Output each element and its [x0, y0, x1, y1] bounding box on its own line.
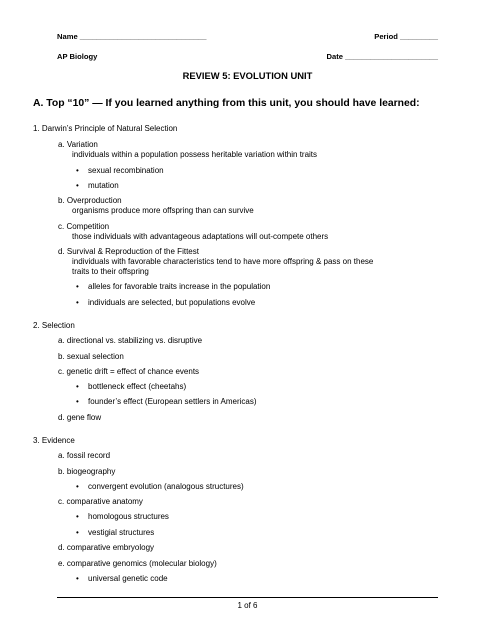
item-1a-desc: individuals within a population possess heritable variation within traits — [72, 150, 318, 159]
bullet-icon: • — [76, 574, 79, 583]
item-2c-bullet-1: bottleneck effect (cheetahs) — [88, 382, 187, 391]
item-1d: d. Survival & Reproduction of the Fittest — [58, 247, 199, 256]
name-field-label: Name ______________________________ — [57, 32, 207, 41]
item-1: 1. Darwin’s Principle of Natural Selection — [33, 124, 178, 133]
bullet-icon: • — [76, 482, 79, 491]
page-title: REVIEW 5: EVOLUTION UNIT — [182, 70, 313, 81]
bullet-icon: • — [76, 298, 79, 307]
item-1d-desc-1: individuals with favorable characteristics tend to have more offspring & pass on these — [72, 257, 374, 266]
item-3: 3. Evidence — [33, 436, 75, 445]
item-2c: c. genetic drift = effect of chance events — [58, 367, 200, 376]
item-3c-bullet-1: homologous structures — [88, 512, 169, 521]
item-1d-desc-2: traits to their offspring — [72, 267, 149, 276]
bullet-icon: • — [76, 181, 79, 190]
course-label: AP Biology — [57, 52, 98, 61]
date-field-label: Date ______________________ — [326, 52, 438, 61]
header-row-1 — [57, 32, 438, 41]
item-3b-bullet-1: convergent evolution (analogous structures) — [88, 482, 244, 491]
item-1a: a. Variation — [58, 140, 98, 149]
header-row-2 — [57, 52, 438, 61]
item-1c: c. Competition — [58, 222, 110, 231]
item-3c: c. comparative anatomy — [58, 497, 143, 506]
section-a-heading: A. Top “10” — If you learned anything from this unit, you should have learned: — [33, 98, 420, 109]
footer-divider — [57, 597, 438, 598]
item-1b-desc: organisms produce more offspring than can survive — [72, 206, 254, 215]
bullet-icon: • — [76, 397, 79, 406]
item-3e: e. comparative genomics (molecular biology) — [58, 559, 217, 568]
item-2b: b. sexual selection — [58, 352, 124, 361]
item-1d-bullet-1: alleles for favorable traits increase in the population — [88, 282, 271, 291]
item-1a-bullet-1: sexual recombination — [88, 166, 164, 175]
item-3d: d. comparative embryology — [58, 543, 155, 552]
bullet-icon: • — [76, 282, 79, 291]
bullet-icon: • — [76, 528, 79, 537]
period-field-label: Period _________ — [374, 32, 438, 41]
item-3b: b. biogeography — [58, 467, 116, 476]
item-1d-bullet-2: individuals are selected, but populations evolve — [88, 298, 256, 307]
item-2c-bullet-2: founder’s effect (European settlers in Americas) — [88, 397, 257, 406]
bullet-icon: • — [76, 166, 79, 175]
page-number: 1 of 6 — [237, 601, 258, 610]
bullet-icon: • — [76, 512, 79, 521]
item-3e-bullet-1: universal genetic code — [88, 574, 168, 583]
item-1c-desc: those individuals with advantageous adaptations will out-compete others — [72, 232, 329, 241]
item-1a-bullet-2: mutation — [88, 181, 119, 190]
item-2a: a. directional vs. stabilizing vs. disruptive — [58, 336, 203, 345]
bullet-icon: • — [76, 382, 79, 391]
item-2: 2. Selection — [33, 321, 75, 330]
item-1b: b. Overproduction — [58, 196, 122, 205]
item-3a: a. fossil record — [58, 451, 111, 460]
item-2d: d. gene flow — [58, 413, 102, 422]
item-3c-bullet-2: vestigial structures — [88, 528, 155, 537]
